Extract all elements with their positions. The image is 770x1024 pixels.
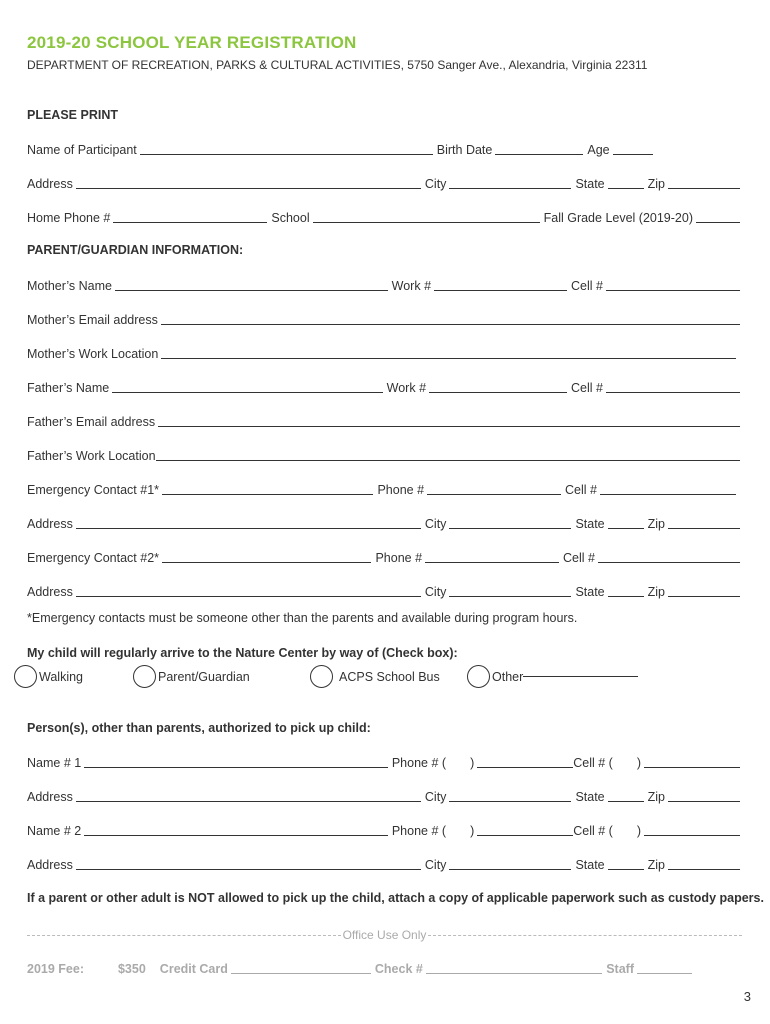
emergency-1-phone-field[interactable] [427, 493, 561, 495]
emergency-2-cell-field[interactable] [598, 561, 740, 563]
mother-row [27, 277, 740, 293]
participant-name-field[interactable] [140, 153, 433, 155]
walking-checkbox[interactable] [14, 665, 37, 688]
check-label: Check # [374, 962, 423, 976]
mother-email-row [27, 311, 740, 327]
home-phone-field[interactable] [113, 221, 267, 223]
address-label: Address [27, 177, 73, 191]
mother-work-location-label: Mother’s Work Location [27, 347, 159, 361]
state-label: State [575, 517, 605, 531]
custody-note: If a parent or other adult is NOT allowed to pick up the child, attach a copy of applicable paperwork such as custody papers. [27, 891, 764, 905]
father-work-label: Work # [386, 381, 427, 395]
pickup-1-phone-label: Phone # ( [391, 756, 447, 770]
father-work-location-field[interactable] [156, 459, 740, 461]
mother-name-field[interactable] [115, 289, 388, 291]
father-row [27, 379, 740, 395]
state-label: State [575, 790, 605, 804]
parent-guardian-label: Parent/Guardian [158, 669, 250, 684]
state-label: State [575, 177, 605, 191]
zip-field[interactable] [668, 800, 740, 802]
city-field[interactable] [449, 800, 571, 802]
arrival-option-bus[interactable] [310, 665, 440, 688]
pickup-2-phone-label: Phone # ( [391, 824, 447, 838]
school-bus-checkbox[interactable] [310, 665, 333, 688]
city-label: City [424, 517, 447, 531]
mother-cell-field[interactable] [606, 289, 740, 291]
address-field[interactable] [76, 527, 421, 529]
birth-date-label: Birth Date [436, 143, 493, 157]
address-field[interactable] [76, 595, 421, 597]
address-field[interactable] [76, 868, 421, 870]
emergency-contact-2-field[interactable] [162, 561, 371, 563]
department-address: DEPARTMENT OF RECREATION, PARKS & CULTURAL ACTIVITIES, 5750 Sanger Ave., Alexandria, Virginia 22311 [27, 58, 648, 72]
zip-label: Zip [647, 585, 665, 599]
father-name-label: Father’s Name [27, 381, 110, 395]
zip-field[interactable] [668, 187, 740, 189]
city-label: City [424, 858, 447, 872]
mother-work-location-field[interactable] [161, 357, 736, 359]
arrival-option-other[interactable] [467, 665, 638, 688]
pickup-name-1-label: Name # 1 [27, 756, 82, 770]
emergency-2-cell-label: Cell # [563, 551, 595, 565]
pickup-1-cell-field[interactable] [644, 766, 740, 768]
office-use-divider [27, 928, 742, 942]
birth-date-field[interactable] [495, 153, 583, 155]
arrival-option-parent[interactable] [133, 665, 250, 688]
staff-field[interactable] [637, 972, 692, 974]
divider-left [27, 935, 341, 936]
state-field[interactable] [608, 800, 644, 802]
father-cell-field[interactable] [606, 391, 740, 393]
mother-work-label: Work # [391, 279, 432, 293]
age-field[interactable] [613, 153, 653, 155]
other-label: Other [492, 669, 524, 684]
walking-label: Walking [39, 669, 83, 684]
city-label: City [424, 177, 447, 191]
father-email-row [27, 413, 740, 429]
zip-label: Zip [647, 517, 665, 531]
pickup-name-2-row [27, 822, 740, 838]
pickup-2-cell-paren: ) [636, 824, 641, 838]
page-number: 3 [743, 989, 751, 1004]
participant-phone-row [27, 209, 740, 225]
office-use-label: Office Use Only [342, 928, 427, 942]
school-field[interactable] [313, 221, 540, 223]
emergency-2-phone-field[interactable] [425, 561, 559, 563]
participant-row [27, 141, 740, 157]
emergency-1-phone-label: Phone # [377, 483, 425, 497]
school-bus-label: ACPS School Bus [339, 669, 440, 684]
grade-label: Fall Grade Level (2019-20) [543, 211, 693, 225]
zip-field[interactable] [668, 527, 740, 529]
father-email-field[interactable] [158, 425, 740, 427]
father-work-location-label: Father’s Work Location [27, 449, 156, 463]
other-field[interactable] [523, 675, 638, 677]
form-title: 2019-20 SCHOOL YEAR REGISTRATION [27, 33, 357, 52]
staff-label: Staff [606, 962, 634, 976]
address-label: Address [27, 517, 73, 531]
pickup-2-address-row [27, 856, 740, 872]
state-label: State [575, 585, 605, 599]
arrival-heading: My child will regularly arrive to the Nature Center by way of (Check box): [27, 646, 458, 660]
address-label: Address [27, 858, 73, 872]
emergency-contact-2-label: Emergency Contact #2* [27, 551, 160, 565]
emergency-contact-1-field[interactable] [162, 493, 373, 495]
state-field[interactable] [608, 595, 644, 597]
parent-guardian-checkbox[interactable] [133, 665, 156, 688]
father-work-location-row [27, 447, 740, 463]
father-work-field[interactable] [429, 391, 567, 393]
address-field[interactable] [76, 800, 421, 802]
arrival-options [14, 665, 740, 691]
pickup-name-2-field[interactable] [84, 834, 388, 836]
participant-address-row [27, 175, 740, 191]
pickup-1-phone-paren: ) [470, 756, 475, 770]
city-field[interactable] [449, 868, 571, 870]
zip-field[interactable] [668, 595, 740, 597]
zip-label: Zip [647, 790, 665, 804]
divider-right [428, 935, 742, 936]
pickup-heading: Person(s), other than parents, authorized to pick up child: [27, 721, 371, 735]
emergency-contact-1-label: Emergency Contact #1* [27, 483, 160, 497]
parent-guardian-heading: PARENT/GUARDIAN INFORMATION: [27, 243, 244, 257]
emergency-1-cell-label: Cell # [565, 483, 597, 497]
pickup-1-cell-paren: ) [636, 756, 641, 770]
mother-work-field[interactable] [434, 289, 567, 291]
emergency-2-address-row [27, 583, 740, 599]
mother-name-label: Mother’s Name [27, 279, 112, 293]
arrival-option-walking[interactable] [14, 665, 83, 688]
address-label: Address [27, 585, 73, 599]
mother-cell-label: Cell # [571, 279, 603, 293]
pickup-2-phone-field[interactable] [477, 834, 573, 836]
pickup-1-cell-label: Cell # ( [573, 756, 613, 770]
emergency-2-phone-label: Phone # [375, 551, 423, 565]
mother-email-label: Mother’s Email address [27, 313, 158, 327]
zip-label: Zip [647, 858, 665, 872]
city-field[interactable] [449, 187, 571, 189]
school-label: School [271, 211, 310, 225]
zip-label: Zip [647, 177, 665, 191]
pickup-2-phone-paren: ) [470, 824, 475, 838]
pickup-name-2-label: Name # 2 [27, 824, 82, 838]
please-print-label: PLEASE PRINT [27, 108, 118, 122]
grade-field[interactable] [696, 221, 740, 223]
fee-label: 2019 Fee: [27, 962, 84, 976]
address-field[interactable] [76, 187, 421, 189]
other-checkbox[interactable] [467, 665, 490, 688]
emergency-contact-2-row [27, 549, 740, 565]
state-field[interactable] [608, 527, 644, 529]
office-fee-row [27, 960, 692, 976]
mother-email-field[interactable] [161, 323, 740, 325]
pickup-2-cell-label: Cell # ( [573, 824, 613, 838]
state-field[interactable] [608, 868, 644, 870]
emergency-1-cell-field[interactable] [600, 493, 736, 495]
age-label: Age [587, 143, 610, 157]
emergency-note: *Emergency contacts must be someone other than the parents and available during program hours. [27, 611, 578, 625]
home-phone-label: Home Phone # [27, 211, 111, 225]
father-cell-label: Cell # [571, 381, 603, 395]
pickup-name-1-field[interactable] [84, 766, 388, 768]
city-field[interactable] [449, 527, 571, 529]
father-name-field[interactable] [112, 391, 382, 393]
state-label: State [575, 858, 605, 872]
father-email-label: Father’s Email address [27, 415, 156, 429]
zip-field[interactable] [668, 868, 740, 870]
pickup-2-cell-field[interactable] [644, 834, 740, 836]
participant-name-label: Name of Participant [27, 143, 137, 157]
city-label: City [424, 585, 447, 599]
check-field[interactable] [426, 972, 602, 974]
pickup-1-address-row [27, 788, 740, 804]
credit-card-label: Credit Card [159, 962, 228, 976]
emergency-contact-1-row [27, 481, 740, 497]
emergency-1-address-row [27, 515, 740, 531]
mother-work-location-row [27, 345, 740, 361]
city-label: City [424, 790, 447, 804]
fee-amount: $350 [117, 962, 146, 976]
address-label: Address [27, 790, 73, 804]
credit-card-field[interactable] [231, 972, 371, 974]
pickup-1-phone-field[interactable] [477, 766, 573, 768]
city-field[interactable] [449, 595, 571, 597]
pickup-name-1-row [27, 754, 740, 770]
state-field[interactable] [608, 187, 644, 189]
